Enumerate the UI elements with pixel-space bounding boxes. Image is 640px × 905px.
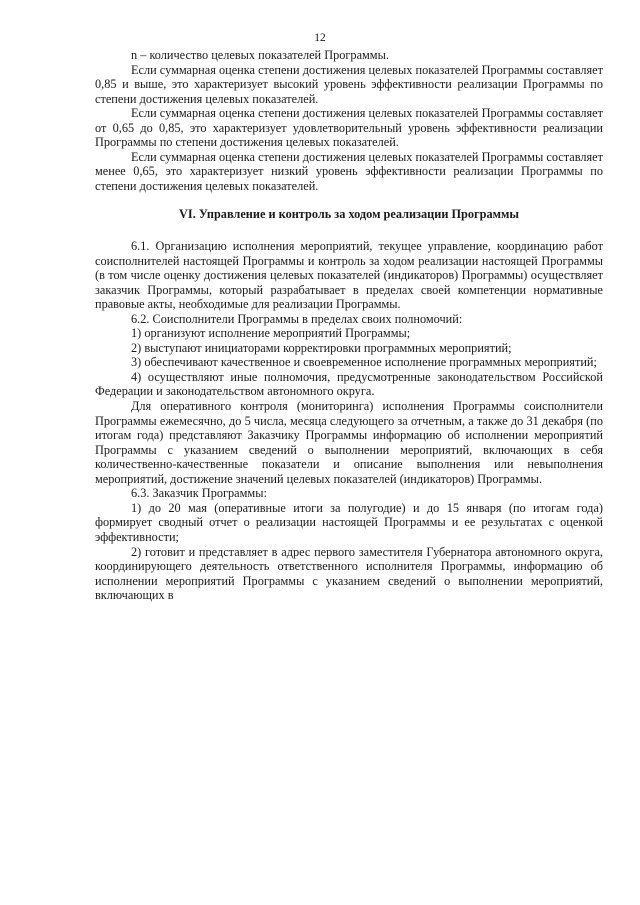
paragraph: 6.3. Заказчик Программы: <box>131 486 267 501</box>
paragraph: Если суммарная оценка степени достижения целевых показателей Программы составляет 0,85 и выше, это характеризует высокий уровень эффективности реализации Программы по степени достижения целевых показателей. <box>95 62 603 106</box>
paragraph: 6.1. Организацию исполнения мероприятий, текущее управление, координацию работ соисполнителей настоящей Программы и контроль за ходом реализации настоящей Программы (в том числе оценку достижения целевых показателей (индикаторов) Программы) осуществляет заказчик Программы, который разрабатывает в пределах своей компетенции нормативные правовые акты, необходимые для реализации Программы. <box>95 239 603 312</box>
paragraph: n – количество целевых показателей Программы. <box>131 48 389 62</box>
document-body <box>95 48 603 603</box>
list-item: 2) выступают инициаторами корректировки программных мероприятий; <box>131 340 512 355</box>
paragraph: Если суммарная оценка степени достижения целевых показателей Программы составляет от 0,65 до 0,85, это характеризует удовлетворительный уровень эффективности реализации Программы по степени достижения целевых показателей. <box>95 106 603 150</box>
list-item: 2) готовит и представляет в адрес первого заместителя Губернатора автономного округа, координирующего деятельность ответственного исполнителя Программы, информацию об исполнении мероприятий Программы с указанием сведений о выполнении мероприятий, включающих в <box>95 544 603 603</box>
section-heading: VI. Управление и контроль за ходом реализации Программы <box>179 207 519 222</box>
paragraph: 6.2. Соисполнители Программы в пределах своих полномочий: <box>131 311 463 326</box>
list-item: 1) до 20 мая (оперативные итоги за полугодие) и до 15 января (по итогам года) формирует сводный отчет о реализации настоящей Программы и ее результатах с оценкой эффективности; <box>95 500 603 544</box>
list-item: 4) осуществляют иные полномочия, предусмотренные законодательством Российской Федерации и законодательством автономного округа. <box>95 369 603 399</box>
spacer <box>95 193 603 207</box>
paragraph: Для оперативного контроля (мониторинга) исполнения Программы соисполнители Программы ежемесячно, до 5 числа, месяца следующего за отчетным, а также до 31 декабря (по итогам года) представляют Заказчику Программы информацию об исполнении мероприятий Программы с указанием сведений о выполнении мероприятий, включающих в себя количественно-качественные показатели и описание выполнения или невыполнения мероприятий, достижение значений целевых показателей (индикаторов) Программы. <box>95 399 603 486</box>
paragraph: Если суммарная оценка степени достижения целевых показателей Программы составляет менее 0,65, это характеризует низкий уровень эффективности реализации Программы по степени достижения целевых показателей. <box>95 149 603 193</box>
spacer <box>95 222 603 239</box>
list-item: 3) обеспечивают качественное и своевременное исполнение программных мероприятий; <box>131 355 597 370</box>
page-number: 12 <box>314 32 326 44</box>
list-item: 1) организуют исполнение мероприятий Программы; <box>131 326 411 341</box>
